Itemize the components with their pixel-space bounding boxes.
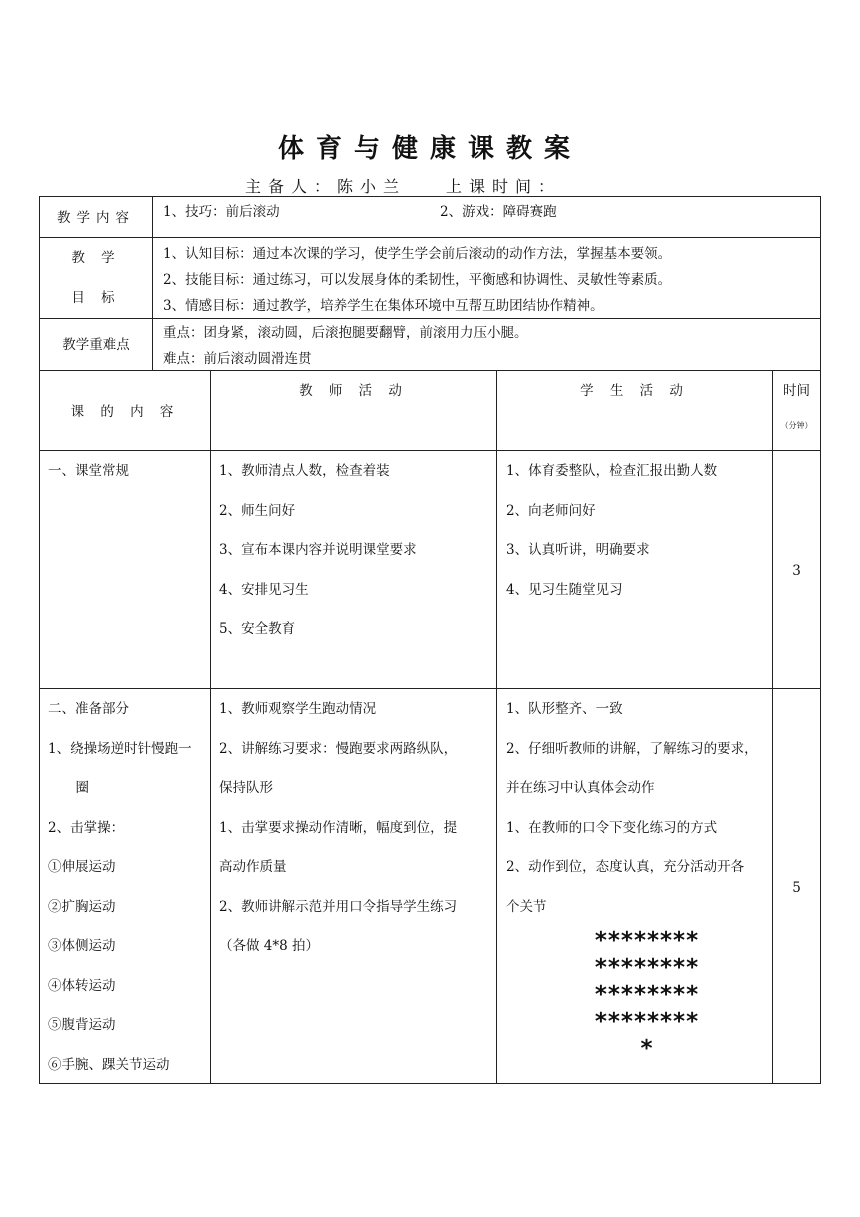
teaching-content-item: 2、游戏：障碍赛跑 <box>440 204 557 220</box>
row-divider <box>39 450 821 451</box>
content-item: ②扩胸运动 <box>48 898 116 915</box>
content-item: ⑥手腕、踝关节运动 <box>48 1056 170 1073</box>
content-item: 2、击掌操： <box>48 819 125 836</box>
teacher-activity-item: （各做 4*8 拍） <box>219 938 320 954</box>
teaching-goals-list <box>163 241 818 319</box>
column-divider <box>772 370 773 1083</box>
student-activity-item: 2、动作到位，态度认真，充分活动开各 <box>506 859 745 875</box>
content-item: ⑤腹背运动 <box>48 1017 116 1033</box>
teaching-content-label: 教学内容 <box>57 210 135 226</box>
key-point: 重点：团身紧，滚动圆，后滚抱腿要翻臂，前滚用力压小腿。 <box>163 325 528 341</box>
column-divider <box>152 196 153 370</box>
student-activity-item: 1、队形整齐、一致 <box>506 701 623 717</box>
student-activity-item: 并在练习中认真体会动作 <box>506 780 655 796</box>
section1-time: 3 <box>792 563 801 579</box>
content-item: 1、绕操场逆时针慢跑一 <box>48 740 192 757</box>
student-activity-item: 1、在教师的口令下变化练习的方式 <box>506 819 718 836</box>
table-border-left <box>39 196 40 1084</box>
content-item: ①伸展运动 <box>48 859 116 875</box>
formation-row: * <box>640 1036 654 1062</box>
section1-teacher-activities <box>219 461 494 659</box>
teacher-activity-item: 高动作质量 <box>219 859 287 875</box>
content-item: ④体转运动 <box>48 977 116 994</box>
student-activity-item: 4、见习生随堂见习 <box>506 581 623 598</box>
student-activity-item: 2、仔细听教师的讲解，了解练习的要求， <box>506 740 758 757</box>
teacher-activity-item: 2、讲解练习要求：慢跑要求两路纵队， <box>219 740 458 757</box>
preparer: 主备人：陈小兰 <box>245 177 407 196</box>
time-header: 时间 <box>783 383 810 399</box>
teacher-activity-item: 1、击掌要求操动作清晰，幅度到位，提 <box>219 819 458 836</box>
column-divider <box>496 370 497 1083</box>
row-divider <box>39 237 821 238</box>
formation-row: ******** <box>594 982 700 1008</box>
section2-time: 5 <box>792 880 801 896</box>
section2-content <box>48 699 210 1094</box>
teaching-content-item: 1、技巧：前后滚动 <box>163 204 280 220</box>
content-item: 二、准备部分 <box>48 701 129 717</box>
formation-row: ******** <box>594 955 700 981</box>
formation-row: ******** <box>594 1009 700 1035</box>
section1-student-activities <box>506 461 771 619</box>
teacher-activity-item: 2、教师讲解示范并用口令指导学生练习 <box>219 898 458 915</box>
student-activity-header: 学 生 活 动 <box>580 383 689 399</box>
teacher-activity-item: 1、教师清点人数，检查着装 <box>219 463 390 479</box>
key-points-label: 教学重难点 <box>62 337 130 353</box>
teaching-goals-label: 目 标 <box>71 290 121 306</box>
teacher-activity-item: 2、师生问好 <box>219 502 296 519</box>
key-points <box>163 320 818 372</box>
teacher-activity-item: 4、安排见习生 <box>219 581 309 598</box>
formation-diagram <box>560 928 734 1063</box>
teacher-activity-header: 教 师 活 动 <box>299 383 408 399</box>
teacher-activity-item: 3、宣布本课内容并说明课堂要求 <box>219 542 417 558</box>
section2-teacher-activities <box>219 699 495 976</box>
row-divider <box>39 688 821 689</box>
student-activity-item: 3、认真听讲，明确要求 <box>506 542 650 558</box>
table-border-top <box>39 196 821 197</box>
table-border-right <box>820 196 821 1084</box>
lesson-plan-title: 体育与健康课教案 <box>277 134 582 164</box>
student-activity-item: 1、体育委整队，检查汇报出勤人数 <box>506 463 718 479</box>
goal-item: 3、情感目标：通过教学，培养学生在集体环境中互帮互助团结协作精神。 <box>163 298 604 314</box>
difficulty-point: 难点：前后滚动圆滑连贯 <box>163 351 312 367</box>
teacher-activity-item: 保持队形 <box>219 780 273 796</box>
goal-item: 2、技能目标：通过练习，可以发展身体的柔韧性，平衡感和协调性、灵敏性等素质。 <box>163 272 672 288</box>
goal-item: 1、认知目标：通过本次课的学习，使学生学会前后滚动的动作方法，掌握基本要领。 <box>163 246 672 262</box>
teaching-goals-label: 教 学 <box>71 250 121 266</box>
content-item: ③体侧运动 <box>48 938 116 954</box>
byline <box>245 174 561 197</box>
time-unit-label: （分钟） <box>780 421 813 430</box>
teacher-activity-item: 1、教师观察学生跑动情况 <box>219 701 377 717</box>
lesson-content-header: 课 的 内 容 <box>70 404 180 420</box>
class-time-label: 上课时间： <box>446 177 562 196</box>
student-activity-item: 个关节 <box>506 898 547 915</box>
section1-content <box>48 461 208 501</box>
teacher-activity-item: 5、安全教育 <box>219 621 296 637</box>
content-item: 圈 <box>62 780 89 796</box>
formation-row: ******** <box>594 928 700 954</box>
student-activity-item: 2、向老师问好 <box>506 502 596 519</box>
section2-student-activities <box>506 699 772 936</box>
column-divider <box>210 370 211 1083</box>
content-item: 一、课堂常规 <box>48 463 129 479</box>
